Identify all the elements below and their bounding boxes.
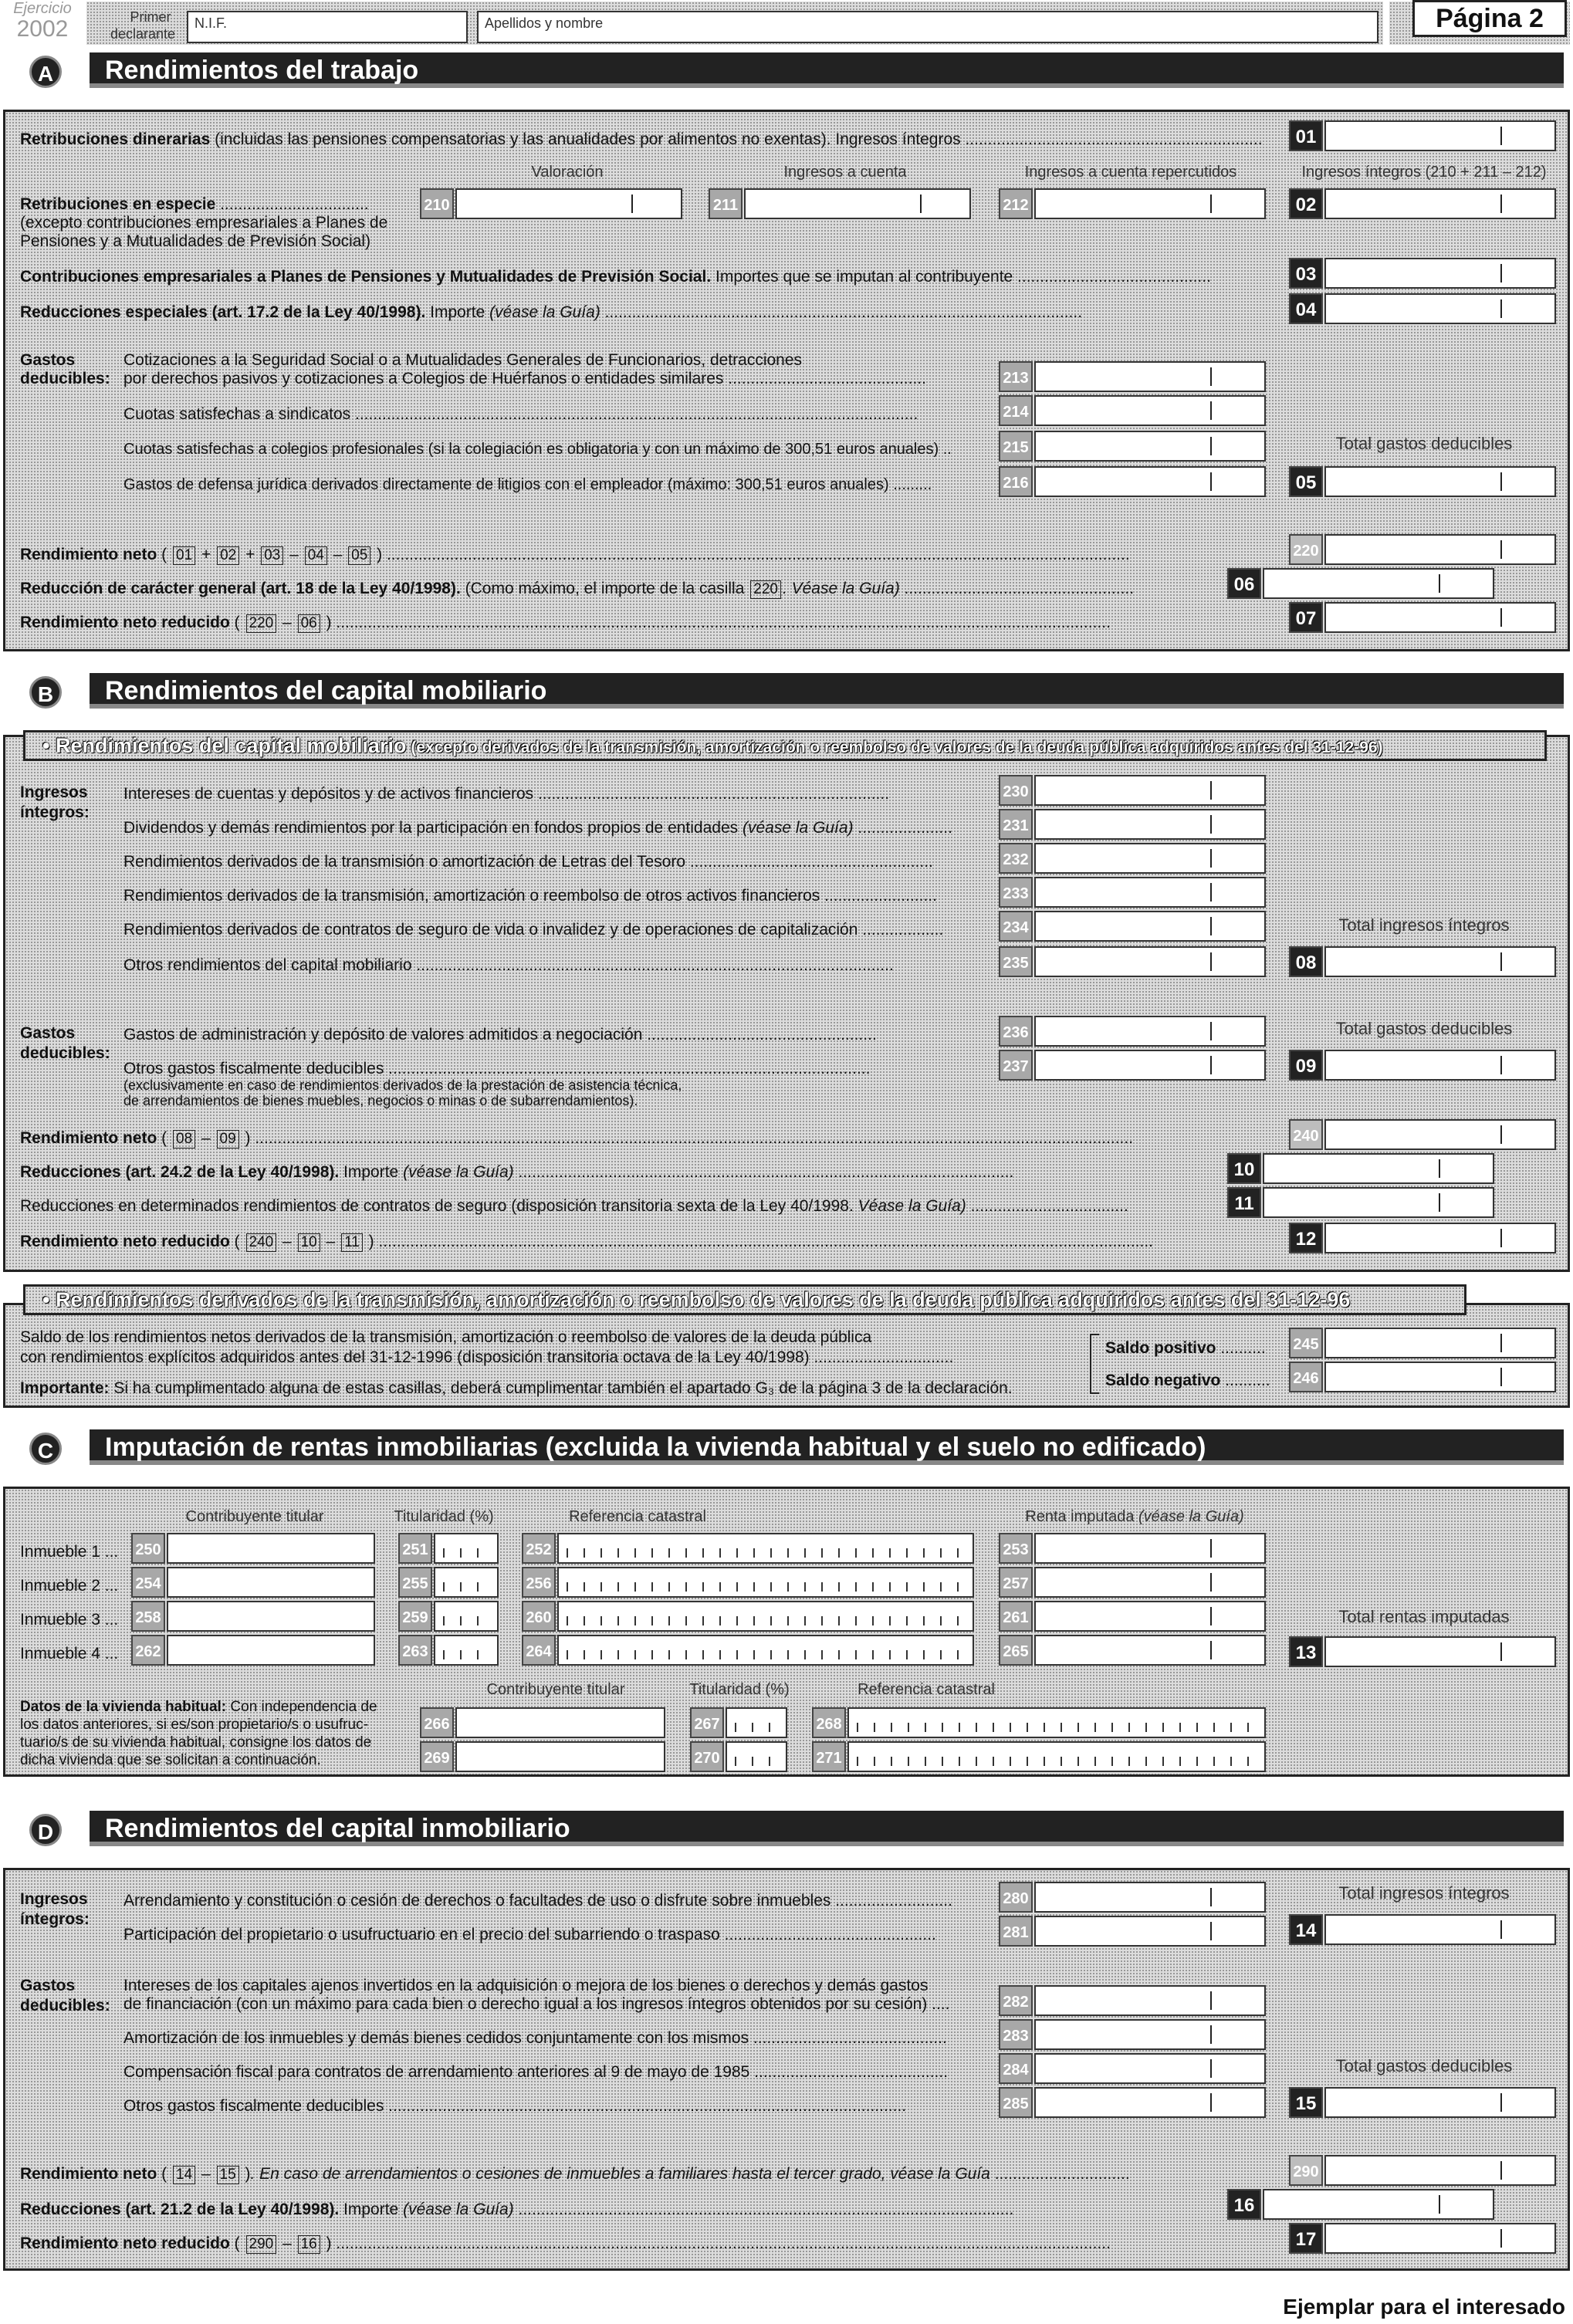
a-gastos-label: Gastos: [20, 351, 76, 369]
casilla-214[interactable]: [1034, 395, 1266, 426]
code-02: 02: [1289, 188, 1323, 219]
casilla-285[interactable]: [1034, 2087, 1266, 2118]
casilla-211[interactable]: [744, 188, 971, 219]
a-216-label: Gastos de defensa jurídica derivados directamente de litigios con el empleador (máximo: 300,51 euros anuales) .........: [123, 476, 932, 493]
casilla-270[interactable]: [726, 1741, 787, 1772]
casilla-inmueble-referencia[interactable]: [557, 1635, 974, 1666]
inmueble-label: Inmueble 2 ...: [20, 1577, 119, 1595]
code-inmueble-renta: 265: [999, 1635, 1033, 1666]
casilla-240[interactable]: [1324, 1119, 1556, 1150]
casilla-235[interactable]: [1034, 946, 1266, 977]
code-213: 213: [999, 361, 1033, 392]
code-236: 236: [999, 1016, 1033, 1047]
casilla-233[interactable]: [1034, 877, 1266, 908]
nombre-field[interactable]: [477, 11, 1378, 43]
code-01: 01: [1289, 120, 1323, 151]
c-vivienda-label-2: los datos anteriores, si es/son propietario/s o usufruc-: [20, 1717, 368, 1733]
b-235-label: Otros rendimientos del capital mobiliario ..........................................................................................................: [123, 956, 894, 974]
section-a-title: Rendimientos del trabajo: [90, 52, 1564, 88]
casilla-inmueble-referencia[interactable]: [557, 1601, 974, 1632]
code-212: 212: [999, 188, 1033, 219]
casilla-11[interactable]: [1263, 1187, 1494, 1218]
c2-col-referencia: Referencia catastral: [858, 1681, 995, 1698]
code-214: 214: [999, 395, 1033, 426]
code-04: 04: [1289, 293, 1323, 324]
b-234-label: Rendimientos derivados de contratos de seguro de vida o invalidez y de operaciones de capitalización ..................: [123, 921, 944, 939]
c-vivienda-label-1: Datos de la vivienda habitual: Con independencia de: [20, 1699, 377, 1715]
casilla-inmueble-contribuyente[interactable]: [167, 1567, 375, 1598]
code-14: 14: [1289, 1914, 1323, 1945]
casilla-inmueble-titularidad[interactable]: [434, 1601, 499, 1632]
d-ingresos-label: Ingresos: [20, 1890, 88, 1908]
b-232-label: Rendimientos derivados de la transmisión o amortización de Letras del Tesoro ......................................................: [123, 853, 933, 871]
d-reducciones-label: Reducciones (art. 21.2 de la Ley 40/1998). Importe (véase la Guía) ..............................................................................................................: [20, 2201, 1014, 2218]
code-269: 269: [420, 1741, 454, 1772]
casilla-inmueble-renta[interactable]: [1034, 1635, 1266, 1666]
d-282-label-2: de financiación (con un máximo para cada bien o derecho igual a los ingresos íntegros obtenidos por su cesión) ....: [123, 1995, 950, 2013]
especie-label-2: (excepto contribuciones empresariales a Planes de: [20, 214, 388, 232]
casilla-212[interactable]: [1034, 188, 1266, 219]
code-inmueble-renta: 253: [999, 1533, 1033, 1564]
casilla-inmueble-renta[interactable]: [1034, 1567, 1266, 1598]
code-07: 07: [1289, 602, 1323, 633]
casilla-284[interactable]: [1034, 2053, 1266, 2084]
code-inmueble-referencia: 252: [522, 1533, 556, 1564]
casilla-269[interactable]: [455, 1741, 665, 1772]
casilla-213[interactable]: [1034, 361, 1266, 392]
casilla-16[interactable]: [1263, 2189, 1494, 2220]
code-280: 280: [999, 1882, 1033, 1913]
ejercicio-year: 2002: [16, 16, 69, 42]
b-rend-neto-label: Rendimiento neto ( 08 – 09 ) ...................................................................................................................................................................................................: [20, 1129, 1134, 1147]
section-c-title: Imputación de rentas inmobiliarias (excluida la vivienda habitual y el suelo no edificado): [90, 1429, 1564, 1465]
c-vivienda-label-4: dicha vivienda que se solicitan a continuación.: [20, 1752, 321, 1768]
b-gastos-label: Gastos: [20, 1024, 76, 1042]
code-231: 231: [999, 809, 1033, 840]
code-232: 232: [999, 843, 1033, 874]
a-215-label: Cuotas satisfechas a colegios profesionales (si la colegiación es obligatoria y con un máximo de 300,51 euros anuales) ..: [123, 441, 952, 458]
especie-label: Retribuciones en especie .................................: [20, 195, 369, 213]
c-col-referencia: Referencia catastral: [569, 1508, 706, 1525]
c-total-rentas-label: Total rentas imputadas: [1338, 1607, 1510, 1626]
casilla-04[interactable]: [1324, 293, 1556, 324]
code-inmueble-renta: 261: [999, 1601, 1033, 1632]
primer-label: Primer: [130, 9, 171, 25]
d-281-label: Participación del propietario o usufructuario en el precio del subarriendo o traspaso ...............................................: [123, 1926, 936, 1943]
section-c-letter: C: [29, 1433, 62, 1465]
casilla-07[interactable]: [1324, 602, 1556, 633]
d-283-label: Amortización de los inmuebles y demás bienes cedidos conjuntamente con los mismos ...........................................: [123, 2029, 947, 2047]
casilla-234[interactable]: [1034, 911, 1266, 942]
b-saldo-brace: [1090, 1334, 1099, 1394]
especie-label-3: Pensiones y a Mutualidades de Previsión Social): [20, 232, 371, 250]
b-integros-label: íntegros:: [20, 803, 90, 821]
a-row-04-label: Reducciones especiales (art. 17.2 de la Ley 40/1998). Importe (véase la Guía) ..........................................................................................................: [20, 303, 1083, 321]
saldo-positivo-label: Saldo positivo ..........: [1105, 1339, 1266, 1357]
code-inmueble-titularidad: 255: [398, 1567, 432, 1598]
b-importante-label: Importante: Si ha cumplimentado alguna de estas casillas, deberá cumplimentar también el apartado G₃ de la página 3 de la declaración.: [20, 1379, 1013, 1397]
c2-col-contribuyente: Contribuyente titular: [486, 1681, 625, 1698]
casilla-inmueble-referencia[interactable]: [557, 1567, 974, 1598]
casilla-282[interactable]: [1034, 1985, 1266, 2016]
inmueble-label: Inmueble 4 ...: [20, 1645, 119, 1663]
b-233-label: Rendimientos derivados de la transmisión, amortización o reembolso de otros activos financieros .........................: [123, 887, 937, 905]
code-inmueble-referencia: 264: [522, 1635, 556, 1666]
casilla-268[interactable]: [847, 1707, 1266, 1738]
code-09: 09: [1289, 1050, 1323, 1081]
saldo-negativo-label: Saldo negativo ..........: [1105, 1372, 1270, 1389]
code-271: 271: [812, 1741, 846, 1772]
code-inmueble-titularidad: 263: [398, 1635, 432, 1666]
casilla-17[interactable]: [1324, 2223, 1556, 2254]
col-repercutidos: Ingresos a cuenta repercutidos: [1024, 164, 1237, 181]
a-rend-neto-reducido-label: Rendimiento neto reducido ( 220 – 06 ) ............................................................................................................................................................................: [20, 614, 1111, 631]
code-05: 05: [1289, 466, 1323, 497]
code-270: 270: [690, 1741, 724, 1772]
code-283: 283: [999, 2019, 1033, 2050]
code-inmueble-renta: 257: [999, 1567, 1033, 1598]
inmueble-label: Inmueble 1 ...: [20, 1543, 119, 1561]
code-inmueble-contribuyente: 258: [131, 1601, 165, 1632]
b-237-label: Otros gastos fiscalmente deducibles ...........................................................................................................: [123, 1060, 871, 1077]
section-d-letter: D: [29, 1814, 62, 1846]
casilla-245[interactable]: [1324, 1328, 1556, 1358]
nif-label: N.I.F.: [195, 15, 228, 31]
a-deducibles-label: deducibles:: [20, 370, 110, 387]
code-282: 282: [999, 1985, 1033, 2016]
code-inmueble-titularidad: 259: [398, 1601, 432, 1632]
c-col-renta: Renta imputada (véase la Guía): [1025, 1508, 1244, 1525]
casilla-inmueble-contribuyente[interactable]: [167, 1533, 375, 1564]
b-total-gastos-label: Total gastos deducibles: [1335, 1019, 1513, 1038]
casilla-210[interactable]: [455, 188, 682, 219]
d-total-gastos-label: Total gastos deducibles: [1335, 2056, 1513, 2075]
b-ingresos-label: Ingresos: [20, 783, 88, 801]
code-240: 240: [1289, 1119, 1323, 1150]
col-integros: Ingresos íntegros (210 + 211 – 212): [1301, 164, 1547, 181]
code-233: 233: [999, 877, 1033, 908]
code-215: 215: [999, 431, 1033, 462]
casilla-220[interactable]: [1324, 534, 1556, 565]
casilla-inmueble-referencia[interactable]: [557, 1533, 974, 1564]
b-236-label: Gastos de administración y depósito de valores admitidos a negociación ...................................................: [123, 1026, 877, 1044]
casilla-12[interactable]: [1324, 1223, 1556, 1253]
a-row-01-label: Retribuciones dinerarias (incluidas las pensiones compensatorias y las anualidades por alimentos no exentas). Ingresos íntegros ..................................................................: [20, 130, 1263, 148]
code-17: 17: [1289, 2223, 1323, 2254]
casilla-231[interactable]: [1034, 809, 1266, 840]
a-reduccion-general-label: Reducción de carácter general (art. 18 de la Ley 40/1998). (Como máximo, el importe de la casilla 220 . Véase la Guía) ...................................................: [20, 580, 1135, 597]
casilla-266[interactable]: [455, 1707, 665, 1738]
code-235: 235: [999, 946, 1033, 977]
code-220: 220: [1289, 534, 1323, 565]
section-a-letter: A: [29, 56, 62, 88]
b-237-label-2: (exclusivamente en caso de rendimientos derivados de la prestación de asistencia técnica,: [123, 1077, 682, 1093]
a-row-03-label: Contribuciones empresariales a Planes de Pensiones y Mutualidades de Previsión Social. Importes que se imputan al contribuyente ...........................................: [20, 268, 1211, 286]
d-gastos-label: Gastos: [20, 1977, 76, 1994]
c-col-titularidad: Titularidad (%): [394, 1508, 494, 1525]
code-245: 245: [1289, 1328, 1323, 1358]
nif-field[interactable]: [187, 11, 468, 43]
c-col-contribuyente: Contribuyente titular: [185, 1508, 324, 1525]
casilla-290[interactable]: [1324, 2155, 1556, 2186]
c-vivienda-label-3: tuario/s de su vivienda habitual, consigne los datos de: [20, 1734, 372, 1751]
nombre-label: Apellidos y nombre: [485, 15, 604, 31]
casilla-15[interactable]: [1324, 2087, 1556, 2118]
casilla-05[interactable]: [1324, 466, 1556, 497]
c2-col-titularidad: Titularidad (%): [689, 1681, 790, 1698]
casilla-230[interactable]: [1034, 775, 1266, 806]
b-230-label: Intereses de cuentas y depósitos y de activos financieros ..............................................................................: [123, 785, 890, 803]
code-284: 284: [999, 2053, 1033, 2084]
code-266: 266: [420, 1707, 454, 1738]
col-ingresos-cuenta: Ingresos a cuenta: [783, 164, 907, 181]
casilla-232[interactable]: [1034, 843, 1266, 874]
b-rend-neto-reducido-label: Rendimiento neto reducido ( 240 – 10 – 11 ) ............................................................................................................................................................................: [20, 1233, 1154, 1250]
code-06: 06: [1227, 568, 1261, 599]
a-213-label-2: por derechos pasivos y cotizaciones a Colegios de Huérfanos o entidades similares ............................................: [123, 370, 926, 387]
code-246: 246: [1289, 1362, 1323, 1392]
casilla-283[interactable]: [1034, 2019, 1266, 2050]
code-267: 267: [690, 1707, 724, 1738]
code-10: 10: [1227, 1153, 1261, 1184]
d-280-label: Arrendamiento y constitución o cesión de derechos o facultades de uso o disfrute sobre inmuebles ..........................: [123, 1892, 952, 1910]
casilla-01[interactable]: [1324, 120, 1556, 151]
b-sub1-bar: • Rendimientos del capital mobiliario (excepto derivados de la transmisión, amortización o reembolso de valores de la deuda pública adquiridos antes del 31-12-96): [23, 730, 1547, 761]
inmueble-label: Inmueble 3 ...: [20, 1611, 119, 1629]
b-deducibles-label: deducibles:: [20, 1044, 110, 1062]
code-08: 08: [1289, 946, 1323, 977]
code-230: 230: [999, 775, 1033, 806]
casilla-13[interactable]: [1324, 1636, 1556, 1667]
casilla-215[interactable]: [1034, 431, 1266, 462]
code-12: 12: [1289, 1223, 1323, 1253]
b-total-ingresos-label: Total ingresos íntegros: [1338, 915, 1510, 935]
a-rend-neto-label: Rendimiento neto ( 01 + 02 + 03 – 04 – 05 ) .....................................................................................................................................................................: [20, 546, 1130, 563]
code-281: 281: [999, 1916, 1033, 1947]
section-b-letter: B: [29, 676, 62, 709]
casilla-inmueble-titularidad[interactable]: [434, 1533, 499, 1564]
code-16: 16: [1227, 2189, 1261, 2220]
casilla-216[interactable]: [1034, 466, 1266, 497]
casilla-02[interactable]: [1324, 188, 1556, 219]
casilla-inmueble-renta[interactable]: [1034, 1601, 1266, 1632]
casilla-06[interactable]: [1263, 568, 1494, 599]
a-214-label: Cuotas satisfechas a sindicatos .............................................................................................................................: [123, 405, 918, 423]
casilla-08[interactable]: [1324, 946, 1556, 977]
casilla-inmueble-titularidad[interactable]: [434, 1567, 499, 1598]
d-282-label-1: Intereses de los capitales ajenos invertidos en la adquisición o mejora de los bienes o derechos y demás gastos: [123, 1977, 929, 1994]
code-13: 13: [1289, 1636, 1323, 1667]
code-11: 11: [1227, 1187, 1261, 1218]
code-inmueble-referencia: 256: [522, 1567, 556, 1598]
casilla-271[interactable]: [847, 1741, 1266, 1772]
d-deducibles-label: deducibles:: [20, 1997, 110, 2014]
code-inmueble-contribuyente: 254: [131, 1567, 165, 1598]
ejercicio-label: Ejercicio: [13, 0, 72, 17]
b-237-label-3: de arrendamientos de bienes muebles, negocios o minas o de subarrendamientos).: [123, 1093, 638, 1108]
casilla-280[interactable]: [1034, 1882, 1266, 1913]
code-216: 216: [999, 466, 1033, 497]
casilla-246[interactable]: [1324, 1362, 1556, 1392]
section-b-title: Rendimientos del capital mobiliario: [90, 673, 1564, 709]
code-inmueble-contribuyente: 250: [131, 1533, 165, 1564]
code-210: 210: [420, 188, 454, 219]
a-total-gastos-label: Total gastos deducibles: [1335, 434, 1513, 453]
d-total-ingresos-label: Total ingresos íntegros: [1338, 1883, 1510, 1903]
b-saldo-label-2: con rendimientos explícitos adquiridos antes del 31-12-1996 (disposición transitoria octava de la Ley 40/1998) ...............................: [20, 1348, 954, 1366]
code-237: 237: [999, 1050, 1033, 1081]
code-285: 285: [999, 2087, 1033, 2118]
casilla-09[interactable]: [1324, 1050, 1556, 1081]
casilla-10[interactable]: [1263, 1153, 1494, 1184]
casilla-237[interactable]: [1034, 1050, 1266, 1081]
b-sub2-bar: • Rendimientos derivados de la transmisión, amortización o reembolso de valores de la deuda pública adquiridos antes del 31-12-96: [23, 1284, 1466, 1315]
code-inmueble-contribuyente: 262: [131, 1635, 165, 1666]
casilla-236[interactable]: [1034, 1016, 1266, 1047]
code-inmueble-referencia: 260: [522, 1601, 556, 1632]
casilla-inmueble-titularidad[interactable]: [434, 1635, 499, 1666]
col-valoracion: Valoración: [531, 164, 604, 181]
footer-label: Ejemplar para el interesado: [1283, 2295, 1565, 2319]
d-rend-neto-reducido-label: Rendimiento neto reducido ( 290 – 16 ) ............................................................................................................................................................................: [20, 2234, 1111, 2252]
casilla-inmueble-contribuyente[interactable]: [167, 1635, 375, 1666]
casilla-14[interactable]: [1324, 1914, 1556, 1945]
code-inmueble-titularidad: 251: [398, 1533, 432, 1564]
b-reducciones-label: Reducciones (art. 24.2 de la Ley 40/1998). Importe (véase la Guía) ..............................................................................................................: [20, 1163, 1014, 1181]
code-211: 211: [709, 188, 743, 219]
code-03: 03: [1289, 258, 1323, 289]
d-rend-neto-label: Rendimiento neto ( 14 – 15 ). En caso de arrendamientos o cesiones de inmuebles a familiares hasta el tercer grado, véase la Guía ..............................: [20, 2165, 1130, 2183]
d-285-label: Otros gastos fiscalmente deducibles ...................................................................................................................: [123, 2097, 907, 2115]
code-268: 268: [812, 1707, 846, 1738]
code-15: 15: [1289, 2087, 1323, 2118]
section-d-title: Rendimientos del capital inmobiliario: [90, 1811, 1564, 1846]
code-234: 234: [999, 911, 1033, 942]
d-integros-label: íntegros:: [20, 1910, 90, 1928]
casilla-267[interactable]: [726, 1707, 787, 1738]
page-number: Página 2: [1412, 0, 1567, 37]
casilla-03[interactable]: [1324, 258, 1556, 289]
b-231-label: Dividendos y demás rendimientos por la participación en fondos propios de entidades (véase la Guía) .....................: [123, 819, 952, 837]
b-reducciones-seguro-label: Reducciones en determinados rendimientos de contratos de seguro (disposición transitoria sexta de la Ley 40/1998. Véase la Guía) ...................................: [20, 1197, 1128, 1215]
casilla-281[interactable]: [1034, 1916, 1266, 1947]
declarante-label: declarante: [110, 26, 176, 42]
b-saldo-label-1: Saldo de los rendimientos netos derivados de la transmisión, amortización o reembolso de valores de la deuda pública: [20, 1328, 872, 1346]
casilla-inmueble-renta[interactable]: [1034, 1533, 1266, 1564]
code-290: 290: [1289, 2155, 1323, 2186]
casilla-inmueble-contribuyente[interactable]: [167, 1601, 375, 1632]
a-213-label-1: Cotizaciones a la Seguridad Social o a Mutualidades Generales de Funcionarios, detracciones: [123, 351, 803, 369]
d-284-label: Compensación fiscal para contratos de arrendamiento anteriores al 9 de mayo de 1985 ...........................................: [123, 2063, 949, 2081]
